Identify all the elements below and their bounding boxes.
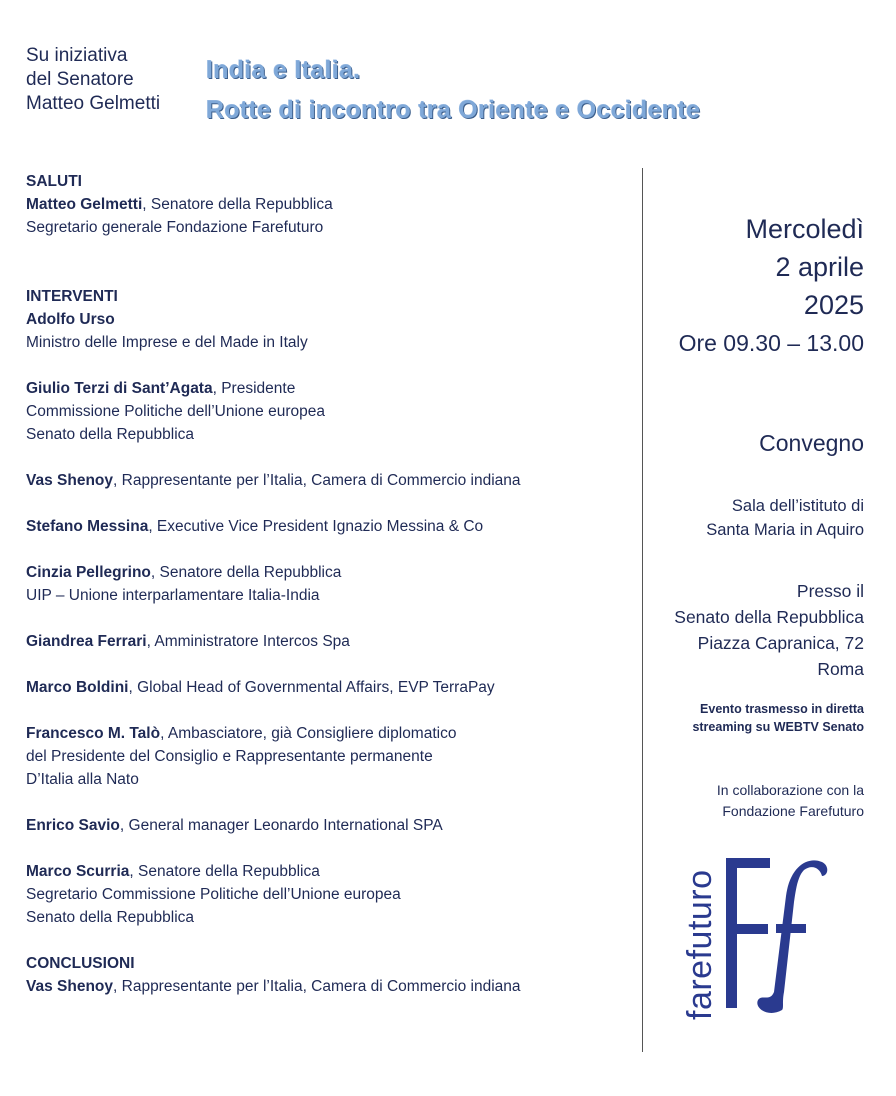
title-line-2: Rotte di incontro tra Oriente e Occidente xyxy=(206,96,701,124)
speaker-first-line xyxy=(26,377,626,400)
speaker-name: Marco Boldini xyxy=(26,679,129,696)
event-day-month: 2 aprile xyxy=(775,252,864,282)
speaker-role-line: Ministro delle Imprese e del Made in Italy xyxy=(26,334,308,351)
interventi-list xyxy=(26,308,626,929)
event-location xyxy=(674,578,864,682)
event-venue xyxy=(706,494,864,542)
location-city: Roma xyxy=(817,659,864,679)
speaker-entry xyxy=(26,676,626,699)
speaker-role: , Senatore della Repubblica xyxy=(129,863,320,880)
column-divider xyxy=(642,168,643,1052)
speaker-first-line xyxy=(26,561,626,584)
speaker-first-line xyxy=(26,814,626,837)
speaker-role: , Rappresentante per l’Italia, Camera di Commercio indiana xyxy=(113,472,521,489)
speaker-name: Adolfo Urso xyxy=(26,311,115,328)
farefuturo-logo-icon xyxy=(724,852,834,1022)
conclusioni-list xyxy=(26,975,626,998)
collab-line-1: In collaborazione con la xyxy=(716,782,864,798)
program xyxy=(26,170,626,998)
initiative-line: del Senatore xyxy=(26,69,134,90)
speaker-role-line: Commissione Politiche dell’Unione europea xyxy=(26,403,325,420)
saluti-heading: SALUTI xyxy=(26,173,82,190)
speaker-name: Matteo Gelmetti xyxy=(26,196,143,213)
speaker-name: Giandrea Ferrari xyxy=(26,633,147,650)
collaboration-note xyxy=(717,780,864,822)
speaker-first-line xyxy=(26,515,626,538)
speaker-entry xyxy=(26,377,626,446)
speaker-name: Marco Scurria xyxy=(26,863,130,880)
stream-line-1: Evento trasmesso in diretta xyxy=(700,702,864,716)
event-title xyxy=(206,50,700,130)
speaker-first-line xyxy=(26,722,626,745)
location-institution: Senato della Repubblica xyxy=(674,607,864,627)
speaker-entry xyxy=(26,561,626,607)
speaker-entry xyxy=(26,722,626,791)
speaker-first-line xyxy=(26,975,626,998)
event-time: Ore 09.30 – 13.00 xyxy=(678,330,864,356)
speaker-name: Francesco M. Talò xyxy=(26,725,161,742)
speaker-role-line: Segretario Commissione Politiche dell’Unione europea xyxy=(26,886,401,903)
speaker-entry xyxy=(26,630,626,653)
speaker-name: Vas Shenoy xyxy=(26,978,114,995)
speaker-role: , Rappresentante per l’Italia, Camera di Commercio indiana xyxy=(113,978,521,995)
speaker-entry xyxy=(26,814,626,837)
event-weekday: Mercoledì xyxy=(745,214,864,244)
speaker-role: , Senatore della Repubblica xyxy=(142,196,333,213)
speaker-first-line xyxy=(26,193,626,216)
speaker-name: Cinzia Pellegrino xyxy=(26,564,151,581)
initiative-line: Su iniziativa xyxy=(26,45,128,66)
conclusioni-heading: CONCLUSIONI xyxy=(26,955,135,972)
venue-line-2: Santa Maria in Aquiro xyxy=(706,521,864,539)
speaker-entry xyxy=(26,860,626,929)
speaker-role: , General manager Leonardo International SPA xyxy=(119,817,443,834)
speaker-entry xyxy=(26,469,626,492)
event-year: 2025 xyxy=(803,290,864,320)
speaker-entry xyxy=(26,308,626,354)
collab-line-2: Fondazione Farefuturo xyxy=(722,803,864,819)
speaker-role: , Global Head of Governmental Affairs, EVP TerraPay xyxy=(128,679,495,696)
speaker-role-line: Senato della Repubblica xyxy=(26,426,195,443)
speaker-name: Giulio Terzi di Sant’Agata xyxy=(26,380,213,397)
speaker-role: , Executive Vice President Ignazio Messina & Co xyxy=(148,518,484,535)
venue-line-1: Sala dell’istituto di xyxy=(731,497,864,515)
initiative-note xyxy=(26,44,160,116)
event-date xyxy=(745,210,864,324)
speaker-name: Stefano Messina xyxy=(26,518,149,535)
speaker-entry xyxy=(26,975,626,998)
speaker-entry xyxy=(26,515,626,538)
speaker-entry xyxy=(26,193,626,239)
initiative-line: Matteo Gelmetti xyxy=(26,93,161,114)
farefuturo-logo-text: farefuturo xyxy=(681,869,719,1020)
speaker-role-line: UIP – Unione interparlamentare Italia-India xyxy=(26,587,320,604)
speaker-first-line xyxy=(26,308,626,331)
speaker-first-line xyxy=(26,860,626,883)
streaming-note xyxy=(692,700,864,736)
speaker-name: Vas Shenoy xyxy=(26,472,114,489)
title-line-1: India e Italia. xyxy=(206,56,361,84)
speaker-first-line xyxy=(26,469,626,492)
event-type: Convegno xyxy=(759,430,864,456)
stream-line-2: streaming su WEBTV Senato xyxy=(692,720,864,734)
speaker-name: Enrico Savio xyxy=(26,817,120,834)
speaker-role: , Senatore della Repubblica xyxy=(150,564,342,581)
speaker-role-line: D’Italia alla Nato xyxy=(26,771,139,788)
saluti-list xyxy=(26,193,626,239)
location-address: Piazza Capranica, 72 xyxy=(697,633,864,653)
speaker-role-line: del Presidente del Consiglio e Rappresentante permanente xyxy=(26,748,433,765)
speaker-role-line: Segretario generale Fondazione Farefuturo xyxy=(26,219,324,236)
speaker-role-line: Senato della Repubblica xyxy=(26,909,195,926)
interventi-heading: INTERVENTI xyxy=(26,288,118,305)
speaker-role: , Presidente xyxy=(212,380,296,397)
speaker-first-line xyxy=(26,630,626,653)
location-presso: Presso il xyxy=(796,581,864,601)
speaker-role: , Ambasciatore, già Consigliere diplomatico xyxy=(160,725,457,742)
speaker-first-line xyxy=(26,676,626,699)
speaker-role: , Amministratore Intercos Spa xyxy=(146,633,350,650)
